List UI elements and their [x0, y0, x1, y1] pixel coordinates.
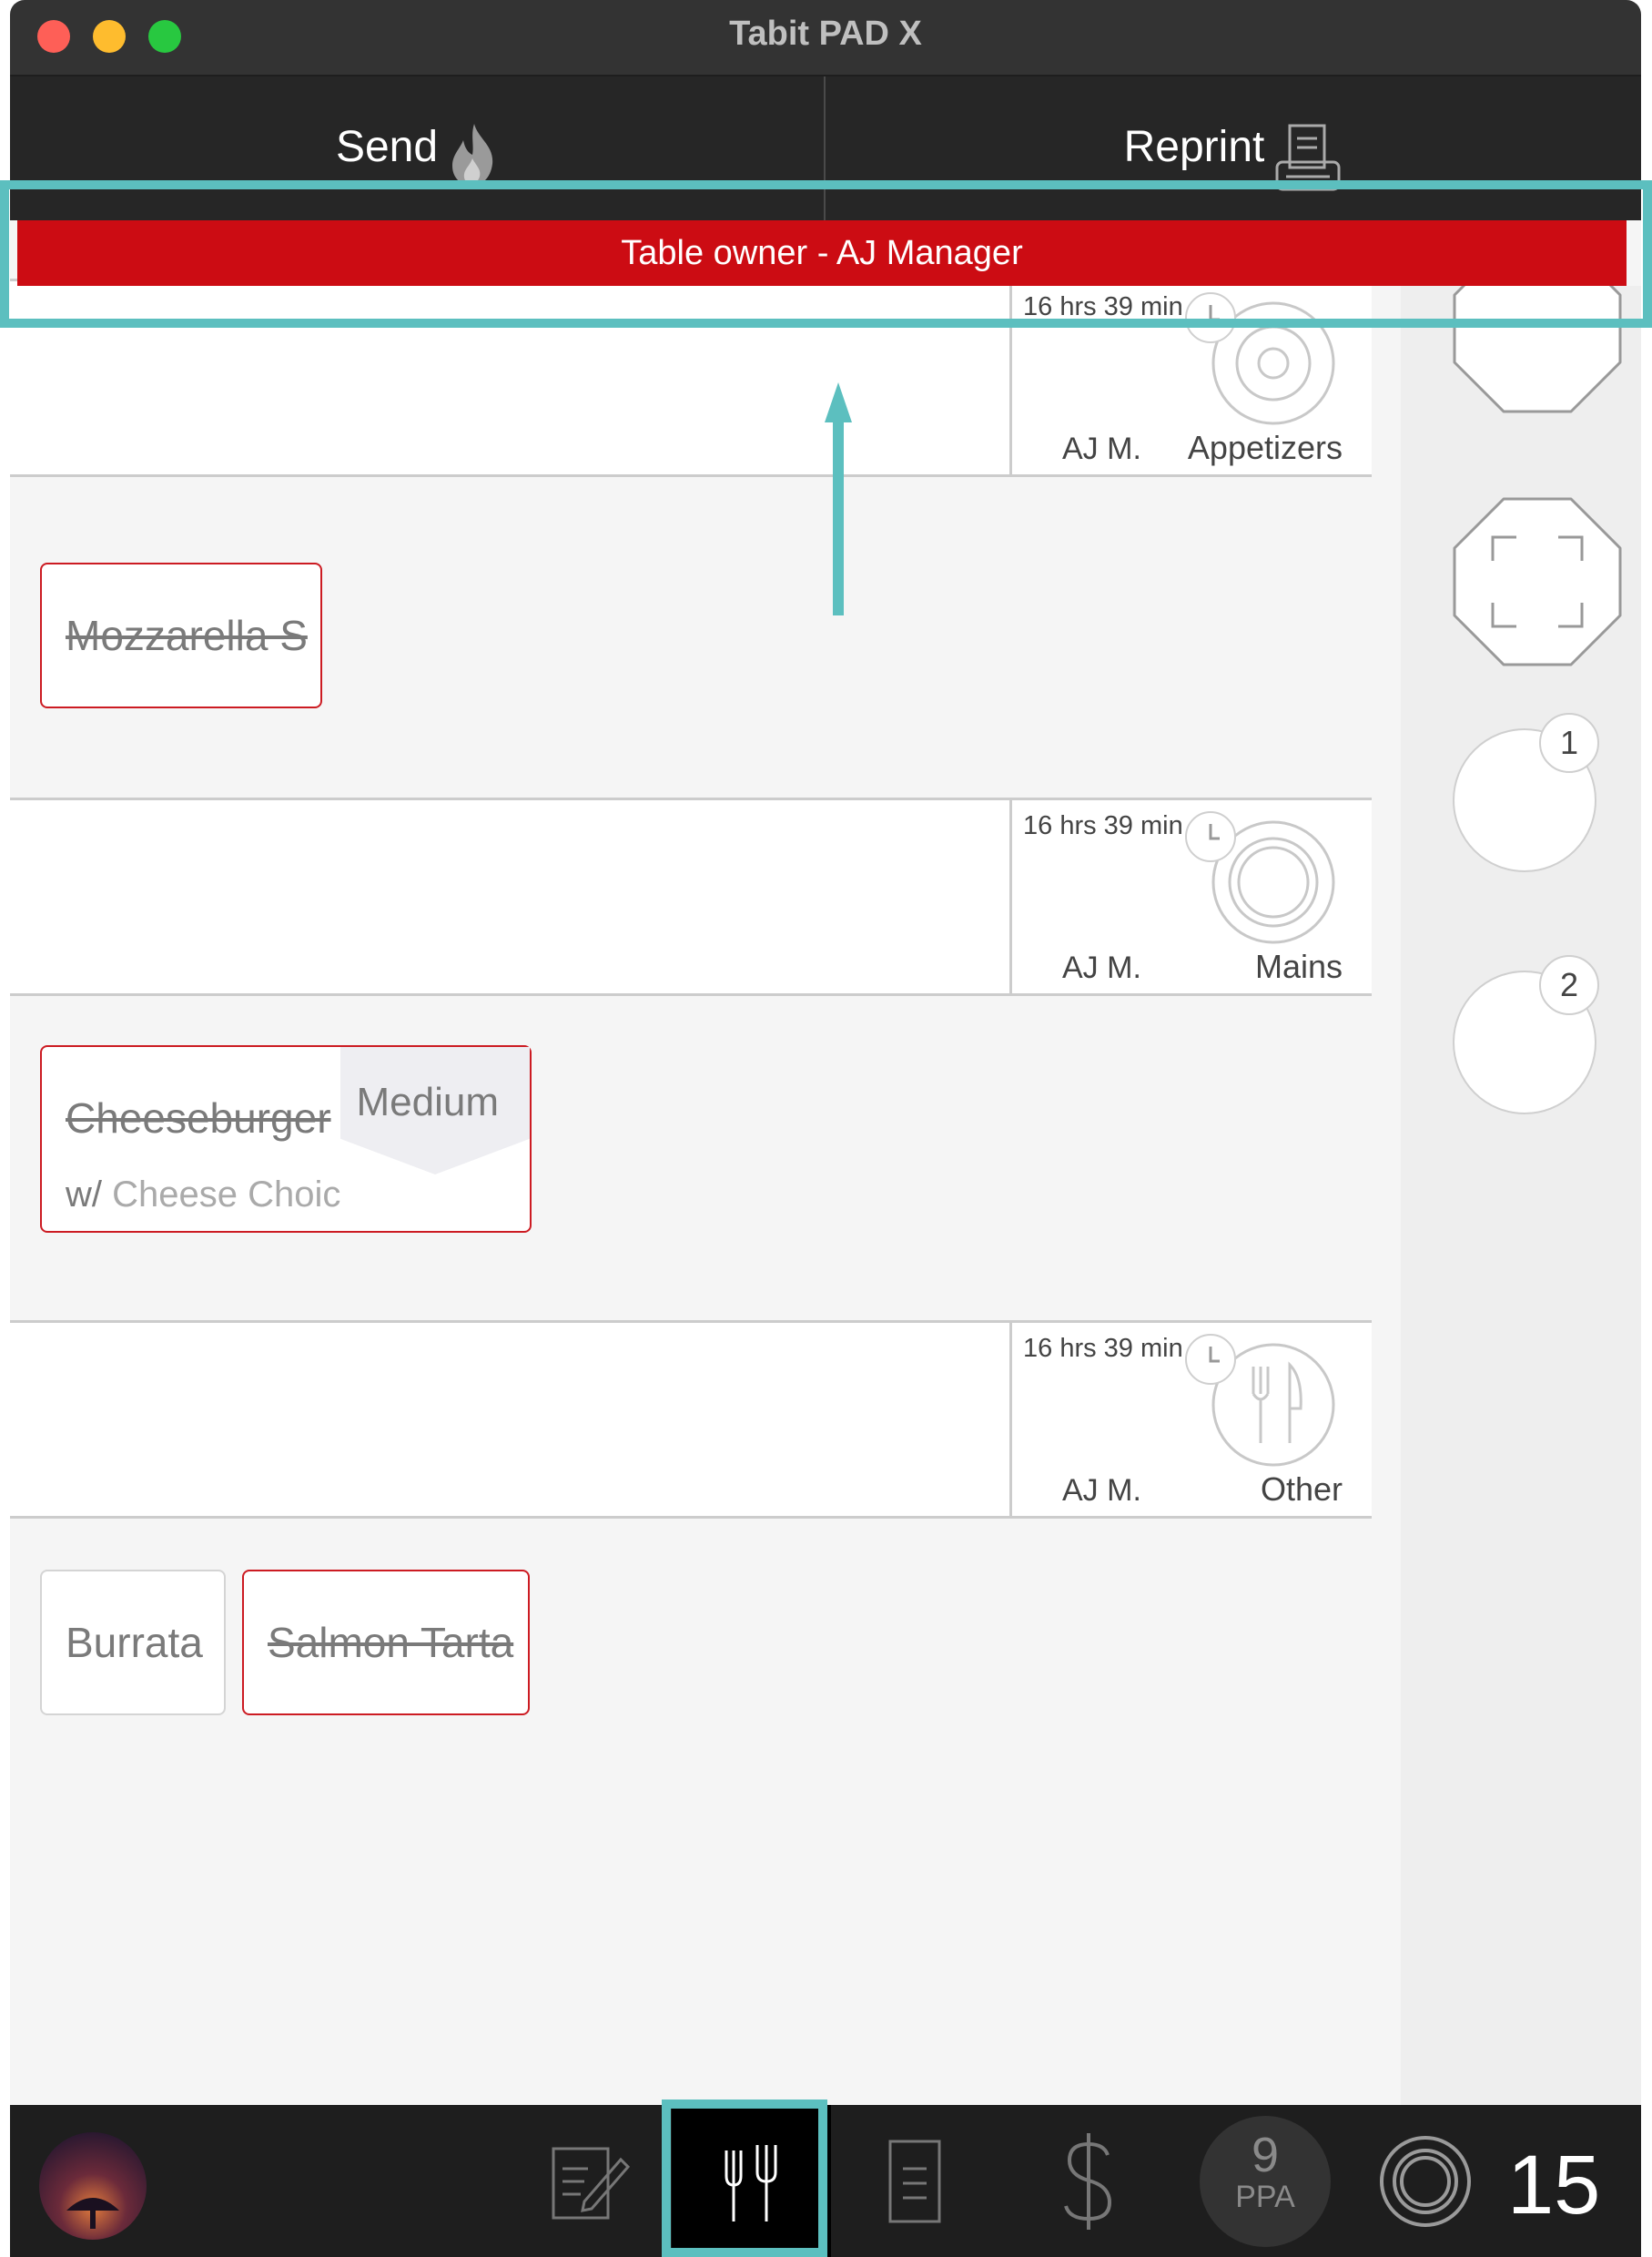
course-name: Mains — [1254, 948, 1343, 985]
send-label: Send — [335, 123, 439, 171]
sub-prefix: w/ — [66, 1174, 102, 1215]
notes-tab[interactable] — [538, 2105, 638, 2257]
item-name: Burrata — [66, 1619, 203, 1666]
table-tab[interactable] — [1375, 2105, 1475, 2257]
course-waiter: AJ M. — [1062, 1473, 1141, 1508]
item-name: Mozzarella S — [66, 612, 308, 659]
course-waiter: AJ M. — [1062, 951, 1141, 985]
course-time: 16 hrs 39 min — [1023, 1334, 1183, 1363]
user-avatar[interactable] — [39, 2132, 147, 2240]
modifier-label: Medium — [356, 1080, 499, 1124]
order-item-salmon-tartare[interactable] — [242, 1570, 530, 1715]
avatar-image — [39, 2132, 147, 2240]
course-row-mains[interactable] — [10, 798, 1372, 996]
edit-notes-icon — [544, 2138, 632, 2225]
item-sub-label — [66, 1174, 340, 1215]
course-info — [1009, 1323, 1372, 1516]
course-time: 16 hrs 39 min — [1023, 811, 1183, 840]
window-title: Tabit PAD X — [729, 15, 922, 53]
payment-tab[interactable] — [1039, 2105, 1139, 2257]
order-item-cheeseburger[interactable] — [40, 1045, 532, 1233]
fire-timer-icon — [1187, 813, 1234, 860]
ppa-label: PPA — [1235, 2180, 1295, 2214]
dollar-icon — [1057, 2131, 1120, 2232]
ppa-badge[interactable] — [1200, 2116, 1331, 2247]
item-name: Salmon Tarta — [268, 1619, 514, 1666]
expand-all-button[interactable] — [1453, 497, 1622, 666]
order-item-mozzarella[interactable] — [40, 563, 322, 708]
seat-1-number: 1 — [1539, 713, 1599, 773]
check-tab[interactable] — [869, 2105, 960, 2257]
banner-highlight-box — [0, 180, 1652, 328]
seat-2-number: 2 — [1539, 955, 1599, 1015]
course-waiter: AJ M. — [1062, 432, 1141, 466]
fire-course-button[interactable] — [1185, 1334, 1236, 1385]
pointer-arrow — [825, 382, 852, 615]
table-owner-banner: Table owner - AJ Manager — [17, 220, 1627, 286]
table-icon — [1378, 2134, 1473, 2229]
course-info — [1009, 800, 1372, 993]
flame-icon — [447, 122, 498, 188]
course-name: Appetizers — [1187, 429, 1343, 466]
course-row-other[interactable] — [10, 1320, 1372, 1519]
title-bar — [10, 0, 1641, 76]
receipt-icon — [883, 2136, 947, 2227]
fire-timer-icon — [1187, 1336, 1234, 1383]
sub-choice: Cheese Choic — [112, 1174, 341, 1215]
order-item-burrata[interactable] — [40, 1570, 226, 1715]
fire-course-button[interactable] — [1185, 811, 1236, 862]
ppa-number: 9 — [1251, 2128, 1280, 2182]
table-number: 15 — [1507, 2139, 1601, 2232]
app-window — [10, 0, 1641, 2257]
course-time: 16 hrs 39 min — [1023, 292, 1183, 321]
order-tab-highlight-box — [662, 2099, 827, 2257]
course-name: Other — [1260, 1470, 1343, 1508]
course-list — [10, 286, 1401, 2107]
reprint-label: Reprint — [1123, 123, 1265, 171]
item-name: Cheeseburger — [66, 1094, 331, 1142]
